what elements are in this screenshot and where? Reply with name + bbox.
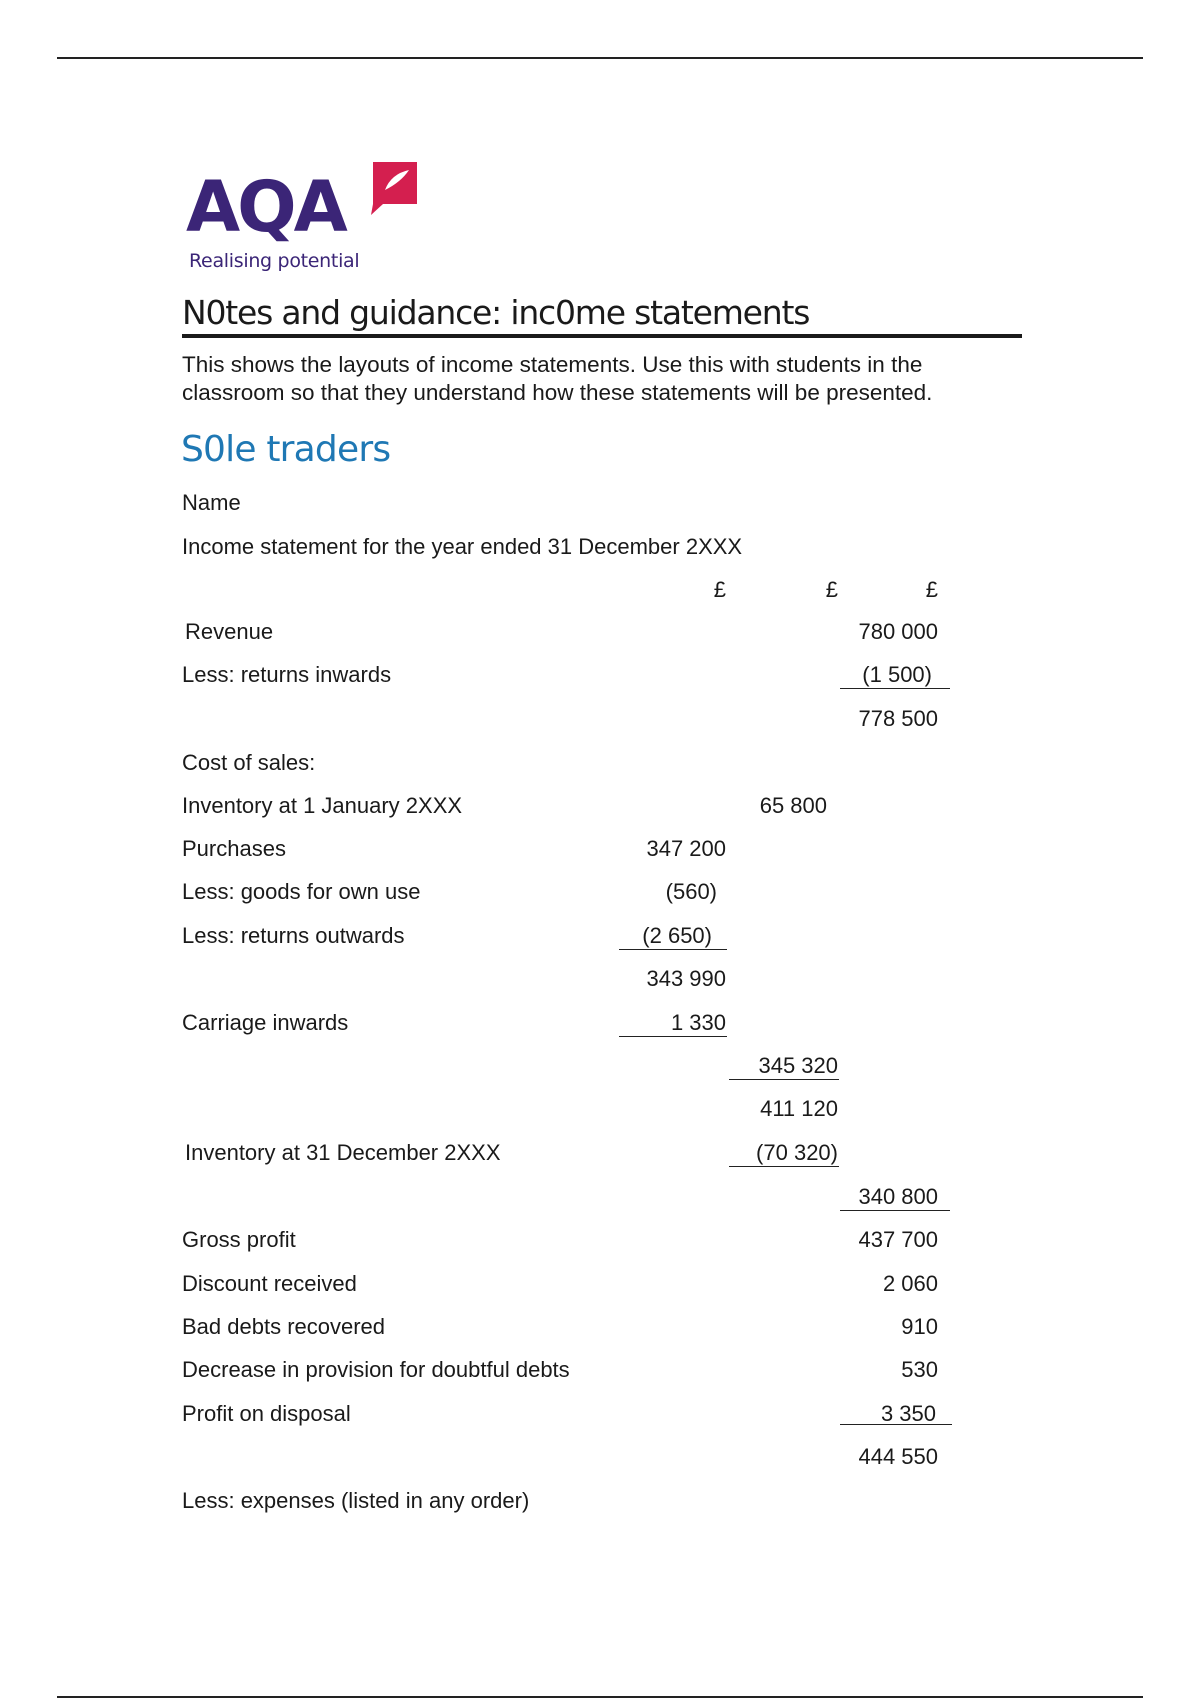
logo-wordmark: AQA: [186, 166, 345, 248]
value-bad-debts-recovered: 910: [901, 1314, 938, 1339]
subtotal-underline: [840, 1424, 952, 1425]
value-carriage-inwards: 1 330: [670, 1010, 726, 1035]
row-label-opening-inventory: Inventory at 1 January 2XXX: [182, 793, 463, 818]
page-top-rule: [57, 57, 1143, 59]
value-cost-of-sales-total: 340 800: [858, 1184, 938, 1209]
row-label-expenses: Less: expenses (listed in any order): [182, 1488, 530, 1513]
row-label-provision-decrease: Decrease in provision for doubtful debts: [182, 1357, 570, 1382]
aqa-logo: [186, 160, 426, 280]
intro-paragraph: This shows the layouts of income statements. Use this with students in the classroom so that they understand how these statements will be presented.: [182, 352, 933, 405]
currency-header: £: [925, 577, 938, 602]
value-returns-outwards: (2 650): [642, 923, 712, 948]
subtotal-underline: [729, 1166, 839, 1167]
row-label-bad-debts-recovered: Bad debts recovered: [182, 1314, 386, 1339]
page-title: N0tes and guidance: inc0me statements: [182, 293, 1022, 338]
statement-heading: Income statement for the year ended 31 December 2XXX: [182, 534, 743, 559]
currency-header: £: [825, 577, 838, 602]
value-gross-profit: 437 700: [858, 1227, 938, 1252]
value-discount-received: 2 060: [882, 1271, 938, 1296]
row-label-gross-profit: Gross profit: [182, 1227, 296, 1252]
subtotal-underline: [840, 1210, 950, 1211]
subtotal-underline: [619, 949, 727, 950]
subtotal-underline: [729, 1079, 839, 1080]
value-opening-inventory: 65 800: [759, 793, 827, 818]
row-label-closing-inventory: Inventory at 31 December 2XXX: [185, 1140, 501, 1165]
page-bottom-rule: [57, 1696, 1143, 1698]
row-label-own-use: Less: goods for own use: [182, 879, 421, 904]
value-own-use: (560): [665, 879, 717, 904]
subtotal-underline: [619, 1036, 727, 1037]
value-returns-inwards: (1 500): [862, 662, 932, 687]
value-purchases-total: 345 320: [758, 1053, 838, 1078]
value-net-revenue: 778 500: [858, 706, 938, 731]
row-label-purchases: Purchases: [182, 836, 286, 861]
currency-header: £: [713, 577, 726, 602]
logo-tagline: Realising potential: [189, 250, 360, 272]
statement-name-label: Name: [182, 490, 241, 515]
row-label-revenue: Revenue: [185, 619, 274, 644]
row-label-discount-received: Discount received: [182, 1271, 357, 1296]
speech-bubble-icon: [369, 160, 419, 216]
value-goods-available: 411 120: [760, 1096, 838, 1121]
row-label-cost-of-sales: Cost of sales:: [182, 750, 316, 775]
value-purchases: 347 200: [646, 836, 726, 861]
row-label-returns-outwards: Less: returns outwards: [182, 923, 405, 948]
row-label-carriage-inwards: Carriage inwards: [182, 1010, 349, 1035]
value-profit-on-disposal: 3 350: [880, 1401, 936, 1426]
row-label-returns-inwards: Less: returns inwards: [182, 662, 392, 687]
section-heading: S0le traders: [181, 429, 391, 470]
value-revenue: 780 000: [858, 619, 938, 644]
row-label-profit-on-disposal: Profit on disposal: [182, 1401, 351, 1426]
subtotal-underline: [840, 688, 950, 689]
value-net-purchases: 343 990: [646, 966, 726, 991]
value-total-income: 444 550: [858, 1444, 938, 1469]
value-closing-inventory: (70 320): [756, 1140, 838, 1165]
value-provision-decrease: 530: [901, 1357, 938, 1382]
